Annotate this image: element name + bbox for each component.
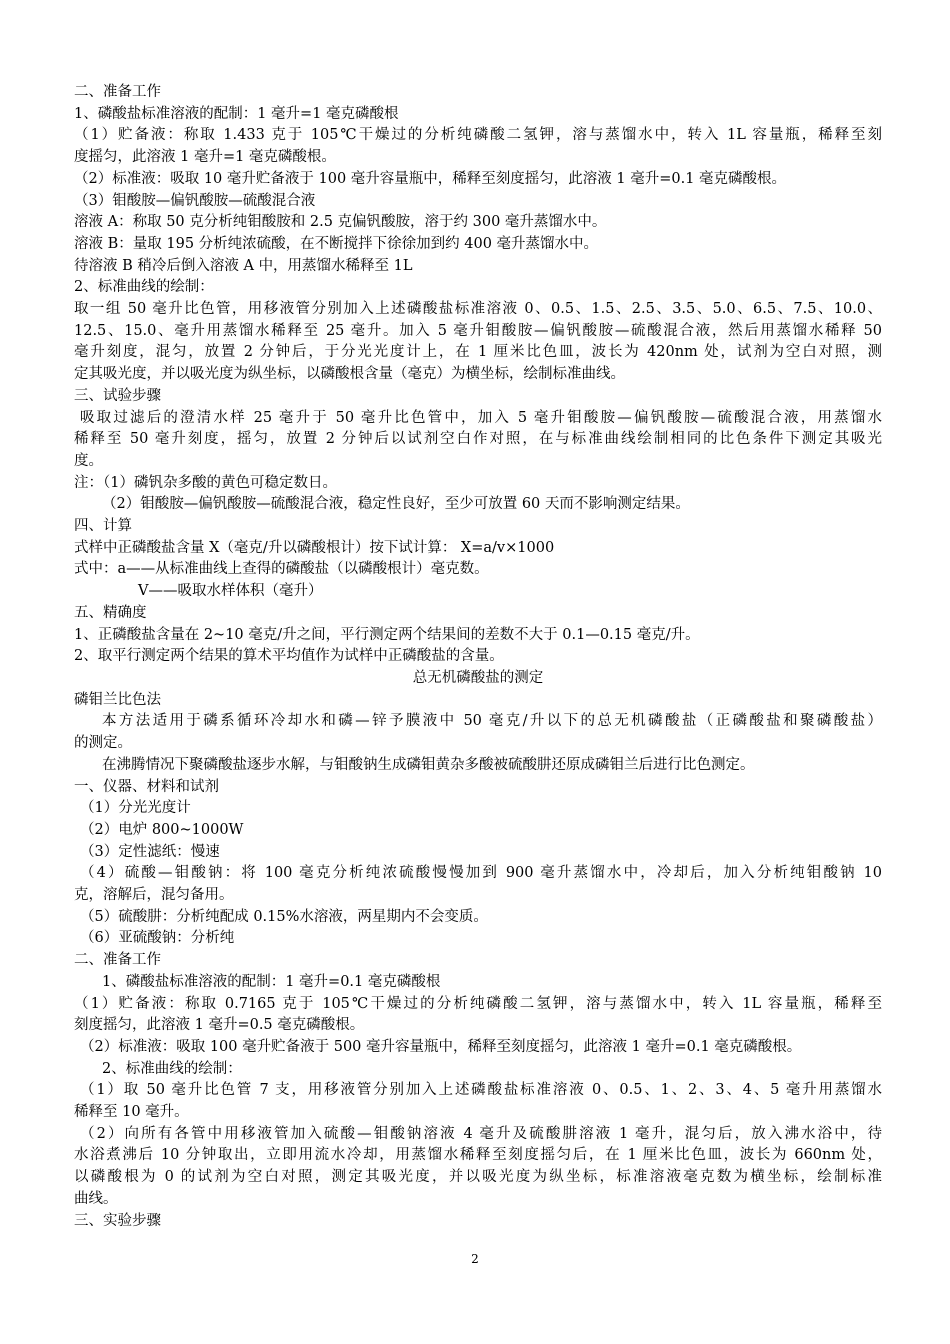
text-line: 1、磷酸盐标准溶液的配制：1 毫升=1 毫克磷酸根	[74, 105, 399, 122]
text-line: （6）亚硫酸钠：分析纯	[80, 930, 235, 947]
text-line: 2、标准曲线的绘制：	[74, 279, 214, 296]
text-line: 克，溶解后，混匀备用。	[74, 887, 234, 904]
text-line: （1）分光光度计	[80, 800, 191, 817]
text-line: 一、仪器、材料和试剂	[74, 778, 219, 795]
text-line: 稀释至 10 毫升。	[74, 1104, 189, 1121]
text-line: 溶液 B：量取 195 分析纯浓硫酸，在不断搅拌下徐徐加到约 400 毫升蒸馏水中。	[74, 235, 599, 252]
text-line: 磷钼兰比色法	[74, 691, 161, 708]
text-line: （1）取 50 毫升比色管 7 支，用移液管分别加入上述磷酸盐标准溶液 0、0.5、1、2、3、4、5 毫升用蒸馏水	[80, 1082, 882, 1099]
text-line: （2）钼酸胺—偏钒酸胺—硫酸混合液，稳定性良好，至少可放置 60 天而不影响测定结果。	[102, 496, 690, 513]
text-line: 1、正磷酸盐含量在 2~10 毫克/升之间，平行测定两个结果间的差数不大于 0.1—0.15 毫克/升。	[74, 626, 700, 643]
text-line: 式样中正磷酸盐含量 X（毫克/升以磷酸根计）按下试计算： X=a/v×1000	[74, 539, 555, 556]
text-line: 2、取平行测定两个结果的算术平均值作为试样中正磷酸盐的含量。	[74, 648, 504, 665]
document-body	[74, 82, 882, 1232]
page-number: 2	[471, 1252, 479, 1266]
text-line: 三、试验步骤	[74, 387, 161, 404]
text-line: 2、标准曲线的绘制：	[102, 1060, 242, 1077]
text-line: 取一组 50 毫升比色管，用移液管分别加入上述磷酸盐标准溶液 0、0.5、1.5、2.5、3.5、5.0、6.5、7.5、10.0、	[74, 301, 882, 318]
text-line: （2）标准液：吸取 100 毫升贮备液于 500 毫升容量瓶中，稀释至刻度摇匀，此溶液 1 毫升=0.1 毫克磷酸根。	[80, 1038, 802, 1055]
text-line: （4）硫酸—钼酸钠：将 100 毫克分析纯浓硫酸慢慢加到 900 毫升蒸馏水中，冷却后，加入分析纯钼酸钠 10	[80, 865, 882, 882]
text-line: 水浴煮沸后 10 分钟取出，立即用流水冷却，用蒸馏水稀释至刻度摇匀后，在 1 厘米比色皿，波长为 660nm 处，	[74, 1147, 882, 1164]
text-line: 刻度摇匀，此溶液 1 毫升=0.5 毫克磷酸根。	[74, 1017, 365, 1034]
text-line: 度。	[74, 452, 103, 469]
text-line: 1、磷酸盐标准溶液的配制：1 毫升=0.1 毫克磷酸根	[102, 973, 441, 990]
text-line: 吸取过滤后的澄清水样 25 毫升于 50 毫升比色管中，加入 5 毫升钼酸胺—偏钒酸胺—硫酸混合液，用蒸馏水	[80, 409, 882, 426]
text-line: （2）电炉 800~1000W	[80, 821, 244, 838]
text-line: 二、准备工作	[74, 84, 161, 100]
text-line: 的测定。	[74, 735, 132, 752]
text-line: 总无机磷酸盐的测定	[412, 669, 544, 686]
text-line: V——吸取水样体积（毫升）	[138, 583, 323, 600]
text-line: 本方法适用于磷系循环冷却水和磷—锌予膜液中 50 毫克/升以下的总无机磷酸盐（正磷酸盐和聚磷酸盐）	[102, 713, 882, 730]
text-line: （1）贮备液：称取 0.7165 克于 105℃干燥过的分析纯磷酸二氢钾，溶与蒸馏水中，转入 1L 容量瓶，稀释至	[74, 995, 882, 1012]
text-line: 曲线。	[74, 1190, 118, 1207]
text-line: 三、实验步骤	[74, 1212, 161, 1229]
text-line: （2）向所有各管中用移液管加入硫酸—钼酸钠溶液 4 毫升及硫酸肼溶液 1 毫升，混匀后，放入沸水浴中，待	[80, 1125, 882, 1142]
text-line: 注：（1）磷钒杂多酸的黄色可稳定数日。	[74, 474, 337, 491]
text-line: 在沸腾情况下聚磷酸盐逐步水解，与钼酸钠生成磷钼黄杂多酸被硫酸肼还原成磷钼兰后进行比色测定。	[102, 756, 755, 773]
text-line: 毫升刻度，混匀，放置 2 分钟后，于分光光度计上，在 1 厘米比色皿，波长为 420nm 处，试剂为空白对照，测	[74, 344, 882, 361]
text-line: （1）贮备液：称取 1.433 克于 105℃干燥过的分析纯磷酸二氢钾，溶与蒸馏水中，转入 1L 容量瓶，稀释至刻	[74, 127, 882, 144]
text-line: 度摇匀，此溶液 1 毫升=1 毫克磷酸根。	[74, 149, 336, 166]
text-line: 稀释至 50 毫升刻度，摇匀，放置 2 分钟后以试剂空白作对照，在与标准曲线绘制相同的比色条件下测定其吸光	[74, 431, 882, 448]
text-line: （3）钼酸胺—偏钒酸胺—硫酸混合液	[74, 192, 316, 209]
text-line: （5）硫酸肼：分析纯配成 0.15%水溶液，两星期内不会变质。	[80, 908, 488, 925]
text-line: 待溶液 B 稍冷后倒入溶液 A 中，用蒸馏水稀释至 1L	[74, 257, 413, 274]
text-line: 溶液 A：称取 50 克分析纯钼酸胺和 2.5 克偏钒酸胺，溶于约 300 毫升蒸馏水中。	[74, 214, 607, 231]
text-line: 二、准备工作	[74, 952, 161, 969]
text-line: 以磷酸根为 0 的试剂为空白对照，测定其吸光度，并以吸光度为纵坐标，标准溶液毫克数为横坐标，绘制标准	[74, 1169, 882, 1186]
text-line: 定其吸光度，并以吸光度为纵坐标，以磷酸根含量（毫克）为横坐标，绘制标准曲线。	[74, 366, 625, 383]
text-line: 12.5、15.0、毫升用蒸馏水稀释至 25 毫升。加入 5 毫升钼酸胺—偏钒酸胺—硫酸混合液，然后用蒸馏水稀释 50	[74, 322, 882, 339]
text-line: 式中：a——从标准曲线上查得的磷酸盐（以磷酸根计）毫克数。	[74, 561, 489, 578]
text-line: （2）标准液：吸取 10 毫升贮备液于 100 毫升容量瓶中，稀释至刻度摇匀，此溶液 1 毫升=0.1 毫克磷酸根。	[74, 170, 787, 187]
text-line: 四、计算	[74, 518, 132, 535]
text-line: （3）定性滤纸：慢速	[80, 843, 220, 860]
text-line: 五、精确度	[74, 604, 147, 621]
